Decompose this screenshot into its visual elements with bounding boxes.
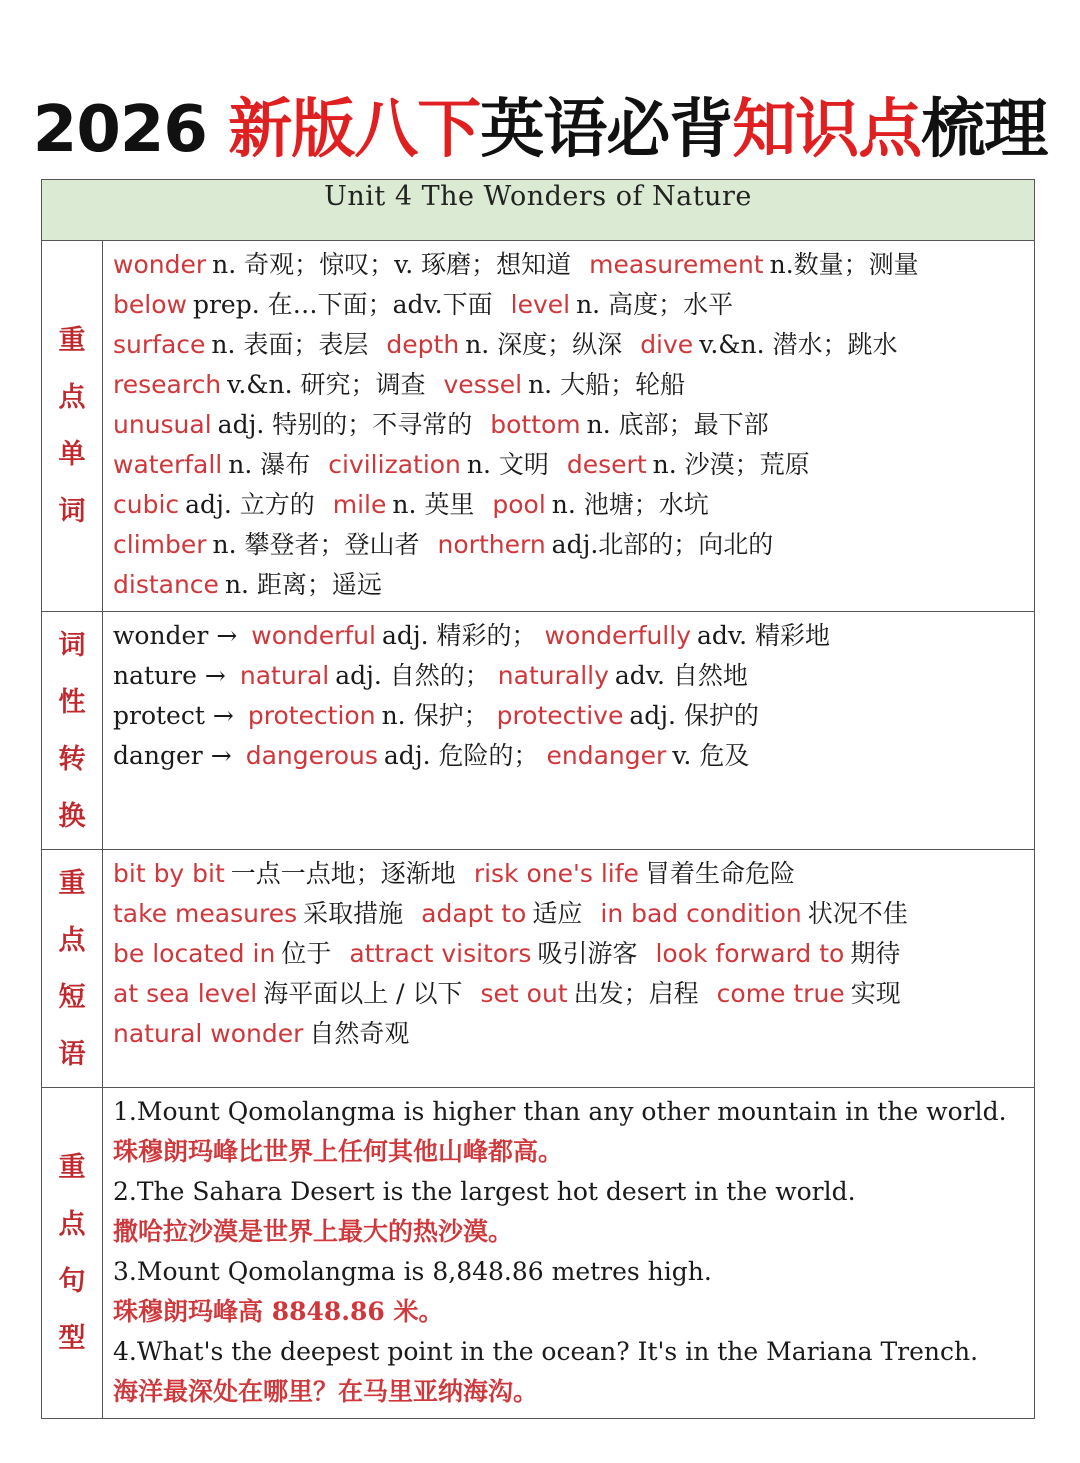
derived-definition: v. 危及 [672,741,750,770]
derived-word: protection [247,701,376,730]
derived-word: natural [239,661,330,690]
conversion-line [113,616,1026,656]
section-label-conversion: 词 性 转 换 [42,612,103,850]
sentences-list [103,1088,1035,1419]
phrase: attract visitors [349,939,532,968]
conversion-line [113,696,1026,736]
word-line [113,285,1026,325]
phrase-line [113,1014,1026,1054]
word-line [113,405,1026,445]
vocab-definition: v.&n. 研究；调查 [227,370,426,399]
words-list [103,241,1035,612]
derived-definition: n. 保护； [381,701,489,730]
phrase: natural wonder [113,1019,304,1048]
vocab-definition: n. 表面；表层 [211,330,369,359]
vocab-word: surface [113,330,206,359]
vocab-word: distance [113,570,219,599]
vocab-word: desert [566,450,647,479]
arrow-icon: → [210,741,232,770]
vocab-definition: n. 池塘；水坑 [551,490,709,519]
section-sentences [42,1088,1035,1419]
vocab-word: bottom [490,410,581,439]
phrase-line [113,974,1026,1014]
vocab-word: waterfall [113,450,223,479]
sentence-chinese: 撒哈拉沙漠是世界上最大的热沙漠。 [113,1217,514,1246]
vocab-word: cubic [113,490,180,519]
phrase-meaning: 适应 [532,899,583,928]
vocab-definition: n. 瀑布 [228,450,311,479]
vocab-definition: v.&n. 潜水；跳水 [699,330,898,359]
vocab-definition: n. 攀登者；登山者 [212,530,420,559]
phrase: be located in [113,939,276,968]
base-word: wonder [113,621,209,650]
title-subject: 英语必背 [480,93,733,167]
vocab-word: dive [640,330,694,359]
vocab-definition: n. 文明 [466,450,549,479]
section-label-words: 重 点 单 词 [42,241,103,612]
phrase-line [113,894,1026,934]
base-word: nature [113,661,197,690]
sentence-english: 4.What's the deepest point in the ocean? It's in the Mariana Trench. [113,1337,979,1366]
knowledge-table [41,179,1035,1419]
vocab-word: depth [386,330,460,359]
arrow-icon: → [204,661,226,690]
phrase-meaning: 吸引游客 [537,939,638,968]
base-word: protect [113,701,205,730]
section-label-sentences: 重 点 句 型 [42,1088,103,1419]
phrase: adapt to [421,899,527,928]
phrase-meaning: 自然奇观 [309,1019,410,1048]
phrase-meaning: 状况不佳 [807,899,908,928]
phrase-meaning: 出发；启程 [573,979,699,1008]
word-line [113,245,1026,285]
sentence-english: 3.Mount Qomolangma is 8,848.86 metres high. [113,1257,712,1286]
vocab-definition: n. 大船；轮船 [528,370,686,399]
derived-definition: adv. 自然地 [614,661,748,690]
sentence-chinese: 珠穆朗玛峰高 8848.86 米。 [113,1297,444,1326]
conversion-line [113,736,1026,776]
title-year: 2026 [32,93,207,167]
conversion-line [113,656,1026,696]
title-edition: 新版八下 [228,93,481,167]
title-summary: 梳理 [921,93,1048,167]
vocab-definition: adj. 特别的；不寻常的 [217,410,473,439]
word-line [113,525,1026,565]
section-phrases [42,850,1035,1088]
page-title [0,78,1080,170]
phrase: look forward to [655,939,845,968]
vocab-word: pool [492,490,546,519]
sentence-chinese: 海洋最深处在哪里？在马里亚纳海沟。 [113,1377,539,1406]
derived-definition: adj. 保护的 [629,701,759,730]
derived-word: wonderful [251,621,376,650]
vocab-definition: prep. 在…下面；adv.下面 [192,290,493,319]
phrase-meaning: 位于 [281,939,332,968]
vocab-definition: n. 奇观；惊叹；v. 琢磨；想知道 [212,250,572,279]
section-conversion [42,612,1035,850]
sentence-chinese: 珠穆朗玛峰比世界上任何其他山峰都高。 [113,1137,564,1166]
derived-word: dangerous [245,741,378,770]
vocab-word: unusual [113,410,212,439]
phrase-line [113,854,1026,894]
vocab-word: research [113,370,222,399]
section-words [42,241,1035,612]
sentence-english: 1.Mount Qomolangma is higher than any other mountain in the world. [113,1097,1007,1126]
word-line [113,565,1026,605]
phrase-meaning: 采取措施 [303,899,404,928]
phrase: risk one's life [473,859,639,888]
title-knowledge: 知识点 [732,93,922,167]
phrases-list [103,850,1035,1088]
derived-definition: adj. 精彩的； [381,621,537,650]
word-line [113,365,1026,405]
vocab-word: mile [332,490,387,519]
vocab-definition: n.数量；测量 [769,250,919,279]
derived-word: wonderfully [544,621,691,650]
vocab-definition: adj.北部的；向北的 [551,530,774,559]
base-word: danger [113,741,203,770]
arrow-icon: → [212,701,234,730]
word-line [113,445,1026,485]
vocab-word: civilization [328,450,461,479]
phrase-meaning: 冒着生命危险 [644,859,795,888]
phrase: set out [480,979,568,1008]
unit-title: Unit 4 The Wonders of Nature [42,180,1035,241]
derived-definition: adv. 精彩地 [697,621,830,650]
derived-word: naturally [497,661,609,690]
phrase-meaning: 期待 [850,939,901,968]
vocab-definition: n. 英里 [392,490,475,519]
derived-word: protective [496,701,624,730]
arrow-icon: → [216,621,238,650]
sentence-english: 2.The Sahara Desert is the largest hot desert in the world. [113,1177,856,1206]
vocab-word: vessel [443,370,523,399]
phrase-meaning: 海平面以上 / 以下 [263,979,463,1008]
phrase: come true [716,979,845,1008]
phrase-meaning: 实现 [850,979,901,1008]
vocab-definition: adj. 立方的 [185,490,315,519]
unit-header-row [42,180,1035,241]
vocab-definition: n. 底部；最下部 [586,410,769,439]
vocab-definition: n. 高度；水平 [576,290,734,319]
section-label-phrases: 重 点 短 语 [42,850,103,1088]
vocab-word: below [113,290,187,319]
vocab-definition: n. 距离；遥远 [224,570,382,599]
phrase: in bad condition [600,899,802,928]
derived-definition: adj. 自然的； [335,661,490,690]
vocab-word: measurement [589,250,764,279]
word-line [113,325,1026,365]
derived-definition: adj. 危险的； [383,741,539,770]
phrase-line [113,934,1026,974]
phrase-meaning: 一点一点地；逐渐地 [230,859,456,888]
vocab-word: wonder [113,250,207,279]
vocab-word: northern [437,530,546,559]
phrase: take measures [113,899,298,928]
derived-word: endanger [546,741,667,770]
vocab-word: climber [113,530,207,559]
phrase: bit by bit [113,859,225,888]
vocab-word: level [510,290,571,319]
conversion-list [103,612,1035,850]
phrase: at sea level [113,979,258,1008]
vocab-definition: n. 沙漠；荒原 [652,450,810,479]
word-line [113,485,1026,525]
vocab-definition: n. 深度；纵深 [465,330,623,359]
